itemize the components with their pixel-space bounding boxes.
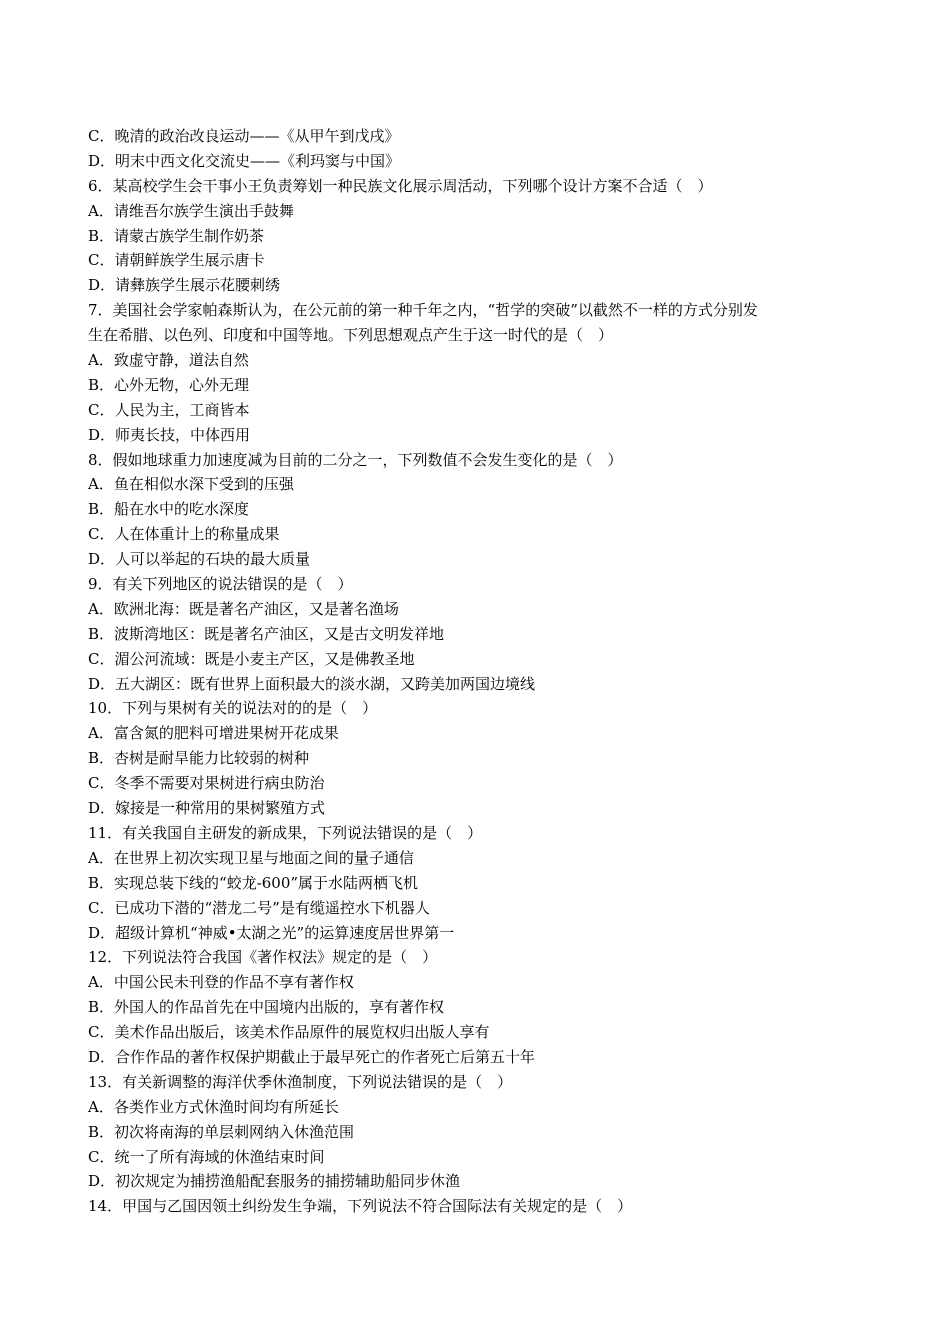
text-line: B．请蒙古族学生制作奶茶 <box>88 226 265 245</box>
text-line: D．嫁接是一种常用的果树繁殖方式 <box>88 799 326 818</box>
text-line: D．合作作品的著作权保护期截止于最早死亡的作者死亡后第五十年 <box>88 1047 536 1066</box>
text-line: C．冬季不需要对果树进行病虫防治 <box>88 774 325 793</box>
text-line: C．请朝鲜族学生展示唐卡 <box>88 251 265 270</box>
text-line: 6．某高校学生会干事小王负责筹划一种民族文化展示周活动，下列哪个设计方案不合适（ ） <box>88 176 713 195</box>
text-line: D．师夷长技，中体西用 <box>88 425 251 444</box>
text-line: B．波斯湾地区：既是著名产油区，又是古文明发祥地 <box>88 624 445 643</box>
text-line: 7．美国社会学家帕森斯认为，在公元前的第一种千年之内，“哲学的突破”以截然不一样的方式分别发 <box>88 301 758 320</box>
text-line: 13．有关新调整的海洋伏季休渔制度，下列说法错误的是（ ） <box>88 1072 513 1091</box>
text-line: A．各类作业方式休渔时间均有所延长 <box>88 1097 339 1116</box>
text-line: A．欧洲北海：既是著名产油区，又是著名渔场 <box>88 599 399 618</box>
text-line: 14．甲国与乙国因领土纠纷发生争端，下列说法不符合国际法有关规定的是（ ） <box>88 1197 633 1216</box>
text-line: A．致虚守静，道法自然 <box>88 351 249 370</box>
text-line: B．杏树是耐旱能力比较弱的树种 <box>88 749 310 768</box>
text-line: B．心外无物，心外无理 <box>88 375 250 394</box>
text-line: B．外国人的作品首先在中国境内出版的，享有著作权 <box>88 998 445 1017</box>
text-line: D．人可以举起的石块的最大质量 <box>88 550 311 569</box>
exam-page <box>88 124 878 1219</box>
text-line: A．中国公民未刊登的作品不享有著作权 <box>88 973 354 992</box>
text-line: 12．下列说法符合我国《著作权法》规定的是（ ） <box>88 948 438 967</box>
text-line: D．请彝族学生展示花腰刺绣 <box>88 276 281 295</box>
text-line: 11．有关我国自主研发的新成果，下列说法错误的是（ ） <box>88 823 483 842</box>
text-line: 9．有关下列地区的说法错误的是（ ） <box>88 575 353 594</box>
text-line: A．在世界上初次实现卫星与地面之间的量子通信 <box>88 848 414 867</box>
text-line: 8．假如地球重力加速度减为目前的二分之一，下列数值不会发生变化的是（ ） <box>88 450 623 469</box>
text-line: A．鱼在相似水深下受到的压强 <box>88 475 294 494</box>
text-line: A．富含氮的肥料可增进果树开花成果 <box>88 724 339 743</box>
text-line: C．美术作品出版后，该美术作品原件的展览权归出版人享有 <box>88 1023 490 1042</box>
text-line: D．明末中西文化交流史——《利玛窦与中国》 <box>88 151 401 170</box>
text-line: C．晚清的政治改良运动——《从甲午到戊戌》 <box>88 127 400 145</box>
text-line: A．请维吾尔族学生演出手鼓舞 <box>88 201 294 220</box>
text-line: D．五大湖区：既有世界上面积最大的淡水湖，又跨美加两国边境线 <box>88 674 536 693</box>
text-line: C．人在体重计上的称量成果 <box>88 525 280 544</box>
text-line: D．超级计算机“神威•太湖之光”的运算速度居世界第一 <box>88 923 455 942</box>
text-line: C．统一了所有海域的休渔结束时间 <box>88 1147 325 1166</box>
text-line: B．船在水中的吃水深度 <box>88 500 250 519</box>
text-line: C．人民为主，工商皆本 <box>88 400 250 419</box>
text-line: 10．下列与果树有关的说法对的的是（ ） <box>88 699 378 718</box>
text-line: B．初次将南海的单层刺网纳入休渔范围 <box>88 1122 355 1141</box>
text-line: 生在希腊、以色列、印度和中国等地。下列思想观点产生于这一时代的是（ ） <box>88 326 614 345</box>
text-line: B．实现总装下线的“蛟龙-600”属于水陆两栖飞机 <box>88 873 419 892</box>
text-line: D．初次规定为捕捞渔船配套服务的捕捞辅助船同步休渔 <box>88 1172 461 1191</box>
text-line: C．已成功下潜的“潜龙二号”是有缆遥控水下机器人 <box>88 898 430 917</box>
text-line: C．湄公河流域：既是小麦主产区，又是佛教圣地 <box>88 649 415 668</box>
